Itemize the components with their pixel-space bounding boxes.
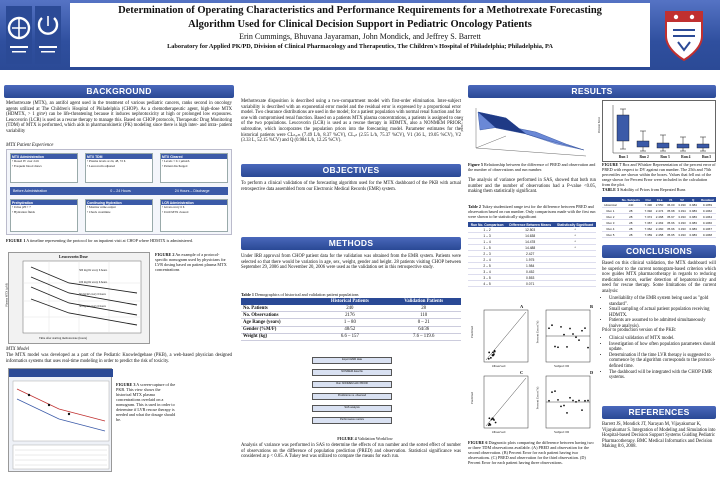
diag-point	[548, 327, 550, 329]
table2-header-2: Statistically Significant	[554, 222, 596, 227]
table2-header-1: Difference Between Means	[506, 222, 554, 227]
diag-point	[493, 354, 495, 356]
figure7-boxplot	[597, 100, 716, 162]
table-cell: 0.983	[689, 226, 697, 231]
table-cell: 1 – 5	[468, 245, 506, 251]
table-cell: 28	[619, 220, 643, 226]
table1-header-2: Validation Patients	[386, 298, 461, 305]
timeline-lower-box-1-line1: • Urine pH > 7	[12, 205, 31, 209]
boxplot-xlabel: Run 5	[701, 155, 712, 159]
nomogram-title: Leucovorin Dose	[59, 254, 88, 259]
table-cell: 2.474	[655, 208, 664, 213]
table-cell: No. Observations	[241, 312, 313, 319]
timeline-lower-box-3-title: LCR Administration	[161, 200, 227, 205]
table2-caption	[468, 204, 596, 219]
table-row	[602, 232, 716, 238]
poster-title-line2: Algorithm Used for Clinical Decision Support in Pediatric Oncology Patients	[188, 19, 532, 30]
table3-label: TABLE 3	[602, 187, 620, 192]
figure1-caption-text: A timeline representing the protocol for an inpatient visit at CHOP where HDMTX is administered.	[26, 238, 193, 243]
title-block	[70, 3, 650, 67]
table1-label: Table 1	[241, 292, 254, 297]
table-cell: *	[554, 245, 596, 251]
timeline-lower-box-2	[85, 199, 153, 232]
diag-point	[557, 346, 559, 348]
table1	[241, 298, 461, 341]
table-cell: 0 – 21	[386, 319, 461, 326]
boxplot-xlabel: Run 3	[660, 155, 670, 159]
figure3-pkb-screenshot	[8, 368, 112, 472]
table2-label: Table 2	[468, 204, 481, 209]
diag-point	[569, 397, 571, 399]
figure7-caption	[602, 162, 716, 187]
diag-point	[548, 400, 550, 402]
table-cell: 2.463	[655, 220, 664, 225]
diag-point	[488, 352, 490, 354]
table3-header: Q	[688, 197, 699, 202]
figure2-caption-text: An example of a protocol-specific nomogram used by physicians for LVR dosing based on patient plasma MTX concentrations	[155, 252, 227, 272]
table-cell: Run 3	[602, 220, 619, 226]
diag-xlabel-c: Observed	[492, 430, 506, 434]
table-cell: 1 – 3	[468, 233, 506, 239]
diag-point	[554, 346, 556, 348]
list-item: • Unreliability of the EMR system being used as "gold standard".	[609, 296, 716, 307]
table-cell: 240	[619, 202, 643, 208]
surface-ylabel: |PRED - obs|	[459, 116, 464, 132]
timeline-box-3	[160, 153, 228, 183]
diag-point	[581, 409, 583, 411]
results-text: The analysis of variance performed in SAS, showed that both run number and the number of observations had a P-value <0.05, making them statistically significant.	[468, 178, 596, 195]
nomogram-line-label-3: 50 mg/m² every 6 hours	[79, 293, 106, 296]
table3-header: CLn	[643, 197, 654, 202]
table-cell: 7.359	[644, 232, 653, 237]
authors: Erin Cummings, Bhuvana Jayaraman, John Mondick, and Jeffrey S. Barrett	[239, 32, 481, 41]
figure1-label: FIGURE 1	[6, 238, 26, 243]
timeline-lower-box-2-line1: • Monitor urine output	[87, 205, 116, 209]
diag-xlabel-b: Subject ID	[554, 364, 570, 368]
table-cell: 1 – 80	[313, 319, 386, 326]
diag-point	[560, 326, 562, 328]
table-cell: 1.984	[506, 263, 554, 269]
table-cell: 110	[386, 312, 461, 319]
table3-header: No. Subjects	[619, 197, 643, 202]
nomogram-line-label-4: 30 mg/m² every 6 hours	[79, 305, 106, 308]
diag-point	[569, 328, 571, 330]
figure2-label: FIGURE 2	[155, 252, 175, 257]
timeline-box-3-line1: • Levels < 0.1 µmol/L	[162, 159, 191, 163]
diag-point	[578, 339, 580, 341]
figure6-caption	[468, 440, 598, 465]
table-cell: Run 5	[602, 232, 619, 238]
boxplot-svg	[603, 101, 717, 163]
timeline-box-1-title: MTX Administration	[11, 154, 77, 159]
figure4-label: FIGURE 4	[337, 436, 357, 441]
timeline-lower-box-1-title: Prehydration	[11, 200, 77, 205]
table-row	[468, 281, 596, 287]
table3-caption-text: Stability of Priors from Repeated Runs	[620, 187, 686, 192]
table1-caption	[241, 292, 461, 297]
table-cell: 0.984	[689, 202, 697, 207]
figure7-caption-text: Box and Whisker Representation of the percent error of PRED with respect to DV against run number. The 25th and 75th percentiles are shown within the boxes. Values that fell out of the range shown for Percent Error were included in the calculation from the plot.	[602, 162, 716, 187]
background-heading: BACKGROUND	[4, 85, 234, 98]
table-cell: 12.503	[506, 227, 554, 233]
boxplot-box	[677, 144, 689, 148]
boxplot-xlabels	[613, 155, 717, 159]
timeline-box-2-line2: • Leucovorin adjusted	[87, 163, 116, 168]
table-cell: 0.553	[506, 275, 554, 281]
mtx-model-label: MTX Model	[6, 347, 30, 352]
model-description: Methotrexate disposition is described using a two-compartment model with first-order elimination. Inter-subject variability is described with an exponential error model and the residual error is expressed by a proportional error model. Two clearance distributions are used in the model; for a patient population with normal renal function and for one with compromised renal function. Based on a patients MTX plasma concentrations, a patients is assigned to one of the two populations. Leucovorin (LCR) is used as a rescue therapy in HDMTX, also a NONMEM PRIOR subroutine, which incorporates the population priors into the forecasting model. Parameter estimates for the historical patients were CLₙₒᵣₘ (7.49 L/h, 8.37 %CV), CLₐₙ (2.55 L/h, 75.37 %CV), V1 (36 L, 19.05 %CV), V2 (3.33 L, 52.15 %CV) and Q (0.984 L/h, 12.25 %CV).	[241, 99, 461, 144]
timeline-lower-box-2-line2: • Check creatinine	[87, 209, 111, 214]
table-cell: 0.983	[689, 232, 697, 237]
table-cell: 1 – 2	[468, 227, 506, 233]
list-item: • Small sampling of actual patient population receiving HDMTX.	[609, 307, 716, 318]
figure6-caption-text: Diagnostic plots comparing the difference between having two or three TDM observations available. (A) PRED and observation for the second observation. (B) Percent Error for each patient having two observations. (C) PRED and observation for the third observation. (D) Percent Error for each patient having three observations.	[468, 440, 594, 465]
nomogram-line-label-1: 500 mg/m² every 6 hours	[79, 269, 108, 272]
diag-point	[575, 401, 577, 403]
table3	[602, 197, 716, 238]
timeline-phase-1: Before Administration	[13, 189, 48, 193]
figure3-label: FIGURE 3	[116, 382, 136, 387]
table-cell: 2176	[313, 312, 386, 319]
diag-point	[490, 357, 492, 359]
figure5-caption-text: Relationship between the difference of PRED and observation and the number of observations and run number.	[468, 162, 596, 172]
table-cell: 3.334	[678, 208, 686, 213]
diag-point	[495, 422, 497, 424]
table-cell: 240	[313, 305, 386, 312]
list-item: • The dashboard will be integrated with the CHOP EMR systems.	[609, 370, 716, 381]
table-cell: 3.333	[678, 232, 686, 237]
table-cell: 2.460	[655, 226, 664, 231]
diag-point	[587, 400, 589, 402]
table-cell: 2.427	[506, 251, 554, 257]
timeline-lower-box-2-title: Continuing Hydration	[86, 200, 152, 205]
nomogram-ylabel: Plasma MTX (µM)	[4, 283, 9, 307]
table-cell: 0.983	[689, 220, 697, 225]
diag-point	[578, 400, 580, 402]
workflow-step-5: SAS analysis	[312, 405, 392, 412]
table-cell: 0.1067	[699, 226, 716, 232]
diag-label-b: B	[590, 304, 594, 309]
table-cell: 0.1064	[699, 214, 716, 220]
timeline-box-2	[85, 153, 153, 183]
table-cell: 2 – 5	[468, 263, 506, 269]
boxplot-box	[657, 143, 669, 148]
table3-header: V1	[665, 197, 676, 202]
timeline-phase-3: 24 Hours – Discharge	[174, 189, 210, 193]
figure6-diagnostic-plots	[470, 304, 598, 438]
boxplot-box	[637, 141, 649, 147]
boxplot-ylabel: Percent Error	[597, 116, 602, 134]
table-cell: Run 1	[602, 208, 619, 214]
timeline-lower-box-3	[160, 199, 228, 232]
diag-point	[494, 351, 496, 353]
table-cell: 35.95	[667, 232, 675, 237]
table-cell: 3.333	[678, 220, 686, 225]
surface-plot-svg	[466, 100, 598, 162]
table-cell: 28	[619, 208, 643, 214]
timeline-lower-box-3-line1: • Given every 6 h	[162, 205, 185, 209]
diag-point	[572, 333, 574, 335]
list-item: • Determination if the time LVR therapy is suggested to commence by the algorithm corresponds to the protocol-defined time.	[609, 353, 716, 370]
diag-point	[584, 400, 586, 402]
timeline-box-3-line2: • Patient discharged	[162, 163, 188, 168]
table-cell: 3.333	[678, 214, 686, 219]
table-cell: 0.983	[689, 208, 697, 213]
table-cell: 1 – 4	[468, 239, 506, 245]
table-row	[241, 319, 461, 326]
table-cell: 7.490	[644, 202, 653, 207]
conclusions-heading: CONCLUSIONS	[602, 245, 716, 258]
table-cell: 28	[619, 232, 643, 238]
figure3-caption	[116, 382, 176, 422]
table3-header: CLa	[654, 197, 665, 202]
limitations-list	[602, 296, 716, 330]
table-cell: 2 – 4	[468, 257, 506, 263]
table-cell: 3.330	[678, 202, 686, 207]
table2	[468, 222, 596, 287]
table-cell: 2.468	[655, 214, 664, 219]
analysis-text: Analysis of variance was performed in SAS to determine the effects of run number and the sorted effect of number of observations on the difference of population prediction (PRED) and observation. Statistical significance was considered at p < 0.05. A Tukey test was utilized to compare the means for each run.	[241, 443, 461, 460]
boxplot-box	[697, 144, 709, 148]
diag-xlabel-a: Observed	[492, 364, 506, 368]
figure4-caption	[290, 436, 440, 441]
table-cell: 0.452	[506, 269, 554, 275]
boxplot-xlabel: Run 4	[681, 155, 691, 159]
diag-point	[554, 390, 556, 392]
figure2-caption	[155, 252, 231, 272]
table-cell: 7.392	[644, 208, 653, 213]
table-cell: 35.98	[667, 208, 675, 213]
diag-point	[488, 417, 490, 419]
conclusions-para2: Prior to production version of the PKB:	[602, 328, 677, 333]
diag-ylabel-d: Percent Error (%)	[535, 386, 540, 410]
table-cell: 0.1059	[699, 202, 716, 208]
table2-caption-text: Tukey studentized range test for the difference between PRED and observation based on run number. Only comparisons made with the first run were shown to be statistically significant	[468, 204, 596, 219]
table-cell: 7.6 – 119.6	[386, 333, 461, 340]
figure3-caption-text: A screen-capture of the PKB. This view shows the historical MTX plasma concentrations overlaid on a nomogram. This is used in order to determine if LVR rescue therapy is needed and what the dosage should be.	[116, 382, 176, 422]
figure7-label: FIGURE 7	[602, 162, 622, 167]
nomogram-xlabel: Time after starting methotrexate (hours)	[39, 336, 88, 340]
table1-caption-text: Demographics of historical and validation patient populations	[255, 292, 359, 297]
table-cell: 7.374	[644, 214, 653, 219]
diag-point	[566, 346, 568, 348]
table3-header: V2	[676, 197, 687, 202]
diag-label-a: A	[520, 304, 524, 309]
list-item: • Investigation of how often population parameters should update.	[609, 342, 716, 353]
table-row	[241, 305, 461, 312]
figure1-timeline	[6, 149, 232, 235]
table-cell: 7.362	[644, 226, 653, 231]
workflow-step-1: Export EMR data	[312, 357, 392, 364]
table-cell: 4 – 5	[468, 281, 506, 287]
table2-header-0: Run No. Comparison	[468, 222, 506, 227]
results-heading: RESULTS	[468, 85, 716, 98]
table1-header-1: Historical Patients	[313, 298, 386, 305]
table-cell	[554, 281, 596, 287]
table-cell: 36.00	[667, 202, 675, 207]
table-cell: Run 2	[602, 214, 619, 220]
diag-point	[572, 400, 574, 402]
diag-point	[587, 347, 589, 349]
timeline-arrow	[10, 187, 228, 195]
conclusions-para1: Based on this clinical validation, the MTX dashboard will be superior to the current nomogram-based criterion which now guides MTX pharmacotherapy in regards to reducing medication errors, earlier detection of hepatotoxicity and need for rescue therapy. Some limitations of the current analysis:	[602, 261, 716, 294]
workflow-step-6: Performance metrics	[312, 417, 392, 424]
diag-point	[488, 424, 490, 426]
diag-ylabel-c: Predicted	[470, 391, 475, 405]
timeline-box-1	[10, 153, 78, 183]
table3-header: Residual	[699, 197, 716, 202]
references-heading: REFERENCES	[602, 406, 716, 419]
table-cell: 35.96	[667, 226, 675, 231]
table-cell: 28	[619, 226, 643, 232]
diag-point	[575, 336, 577, 338]
diag-point	[560, 405, 562, 407]
table-cell: 2.550	[655, 202, 664, 207]
diag-point	[566, 412, 568, 414]
table-cell: Historical	[602, 202, 619, 208]
diag-point	[551, 324, 553, 326]
table-row	[241, 326, 461, 333]
diag-point	[557, 399, 559, 401]
diag-label-c: C	[520, 370, 524, 375]
boxplot-xlabel: Run 2	[639, 155, 649, 159]
table-cell: 35.97	[667, 214, 675, 219]
poster-title-line1: Determination of Operating Characteristics and Performance Requirements for a Methotrexate Forecasting	[118, 5, 602, 16]
timeline-lower-box-1-line2: • Hydration fluids	[12, 209, 35, 214]
table-cell: 64/36	[386, 326, 461, 333]
objectives-text: To perform a clinical validation of the forecasting algorithm used for the MTX dashboard of the PKB with actual retrospective data assembled from our Electronic Medical Records (EMR) system.	[241, 181, 461, 192]
figure4-caption-text: Validation Workflow	[357, 436, 393, 441]
methods-heading: METHODS	[241, 237, 461, 250]
table-row	[241, 312, 461, 319]
diag-point	[584, 327, 586, 329]
background-para1: Methotrexate (MTX), an antifol agent used in the treatment of various pediatric cancers, ranks second in oncology agents utilized at The Children's Hospital of Philadelphia (CHOP). As a chemotherapeutic agent, high-dose MTX (HDMTX, > 1 g/m²) can be life-threatening because it induces nephrotoxicity at high or prolonged low exposures. Leucovorin (LCR) is used as a rescue therapy to manage this. Based on CHOP protocols, Therapeutic Drug Monitoring (TDM) of MTX is performed, which aids in pharmacokinetic (PK) modeling since there is high inter- and intra- patient variability	[6, 101, 232, 134]
table-cell: 3.333	[678, 226, 686, 231]
table-cell: 14.478	[506, 239, 554, 245]
list-item: • Patients are assumed to be admitted simultaneously (naive analysis).	[609, 318, 716, 329]
table-cell: 6.6 – 157	[313, 333, 386, 340]
list-item: • Clinical validation of MTX model.	[609, 336, 716, 342]
table-row	[241, 333, 461, 340]
table-cell: 14.488	[506, 245, 554, 251]
figure2-nomogram	[4, 252, 150, 344]
timeline-box-1-line1: • Dosed IV over 24 h	[12, 159, 39, 163]
figure5-caption	[468, 162, 596, 172]
table-cell: 3 – 4	[468, 269, 506, 275]
diag-ylabel-b: Percent Error (%)	[535, 320, 540, 344]
affiliation: Laboratory for Applied PK/PD, Division of Clinical Pharmacology and Therapeutics, The Children's Hospital of Philadelphia; Philadelphia, PA	[167, 43, 553, 50]
table-cell: 0.1068	[699, 232, 716, 238]
table-cell: 0.983	[689, 214, 697, 219]
table-cell: 28	[386, 305, 461, 312]
diag-label-d: D	[590, 370, 594, 375]
diag-point	[563, 405, 565, 407]
penn-logo	[35, 6, 61, 64]
table-cell: 7.367	[644, 220, 653, 225]
table-cell: 0.1062	[699, 208, 716, 214]
table-cell: *	[554, 233, 596, 239]
diag-point	[492, 417, 494, 419]
diag-point	[488, 358, 490, 360]
timeline-box-2-line1: • Plasma levels at 24, 48, 72 h	[87, 159, 126, 163]
timeline-lower-box-1	[10, 199, 78, 232]
table-cell: 35.96	[667, 220, 675, 225]
table-cell: 2.458	[655, 232, 664, 237]
diag-xlabel-d: Subject ID	[554, 430, 570, 434]
table-cell: Age Range (years)	[241, 319, 313, 326]
table-cell: 0.071	[506, 281, 554, 287]
diag-point	[551, 391, 553, 393]
objectives-heading: OBJECTIVES	[241, 164, 461, 177]
figure5-surface-plot	[459, 100, 598, 162]
diag-point	[563, 334, 565, 336]
table-cell: Run 4	[602, 226, 619, 232]
table-cell: No. Patients	[241, 305, 313, 312]
table-cell: 2 – 3	[468, 251, 506, 257]
diag-point	[581, 330, 583, 332]
timeline-box-3-title: MTX Cleared	[161, 154, 227, 159]
figure5-label: Figure 5	[468, 162, 483, 167]
table-cell: 3 – 5	[468, 275, 506, 281]
diag-ylabel-a: Predicted	[470, 325, 475, 339]
mtx-experience-label: MTX Patient Experience	[6, 143, 54, 148]
references-text: Barrett JS, Mondick JT, Narayan M, Vijayakumar K, Vijayakumar S. Integration of Modeling and Simulation into Hospital-based Decision Support Systems Guiding Pediatric Pharmacotherapy. BMC Medical Informatics and Decision Making 8:6, 2008.	[602, 422, 716, 450]
table-cell: *	[554, 227, 596, 233]
table3-caption	[602, 187, 716, 192]
table-cell: Gender (%M/F)	[241, 326, 313, 333]
nomogram-line-label-2: 100 mg/m² every 6 hours	[79, 281, 108, 284]
diag-point	[489, 424, 491, 426]
timeline-lower-box-3-line2: • Until MTX cleared	[162, 209, 189, 214]
table1-header-0	[241, 298, 313, 305]
table-cell: 28	[619, 214, 643, 220]
table-cell: 48/52	[313, 326, 386, 333]
diag-point	[492, 351, 494, 353]
figure6-label: FIGURE 6	[468, 440, 488, 445]
table-cell: 0.1066	[699, 220, 716, 226]
table-cell: *	[554, 239, 596, 245]
table-cell: 1.975	[506, 257, 554, 263]
boxplot-xlabel: Run 1	[618, 155, 629, 159]
workflow-step-2: NONMEM data file	[312, 369, 392, 376]
timeline-phase-2: 0 – 24 Hours	[110, 189, 131, 193]
penn-shield-logo	[656, 6, 712, 64]
figure4-workflow	[282, 357, 422, 433]
figure1-caption	[6, 238, 232, 243]
workflow-step-4: Predictions vs. observed	[312, 393, 392, 400]
background-para2: The MTX model was developed as a part of the Pediatric Knowledgebase (PKB), a web-based physician designed informatics systems that uses real-time modeling in order to predict the risk of toxicity.	[6, 353, 232, 364]
methods-text: Under IRB approval from CHOP patient data for the validation was obtained from the EMR system. Patients were selected so that there would be variation in age, sex, weight, gender and height. 28 patients visiting CHOP between September 29, 2006 and November 20, 2006 were used as the validation set in this retrospective study.	[241, 254, 461, 271]
table-cell: 14.638	[506, 233, 554, 239]
chop-logo	[6, 6, 32, 64]
timeline-box-1-line2: • Frequent blood draws	[12, 163, 42, 168]
diag-point	[493, 419, 495, 421]
table-cell: Weight (kg)	[241, 333, 313, 340]
next-steps-list	[602, 336, 716, 381]
boxplot-box	[617, 115, 629, 141]
timeline-box-2-title: MTX TDM	[86, 154, 152, 159]
workflow-step-3: Run NONMEM with PRIOR	[312, 381, 392, 388]
